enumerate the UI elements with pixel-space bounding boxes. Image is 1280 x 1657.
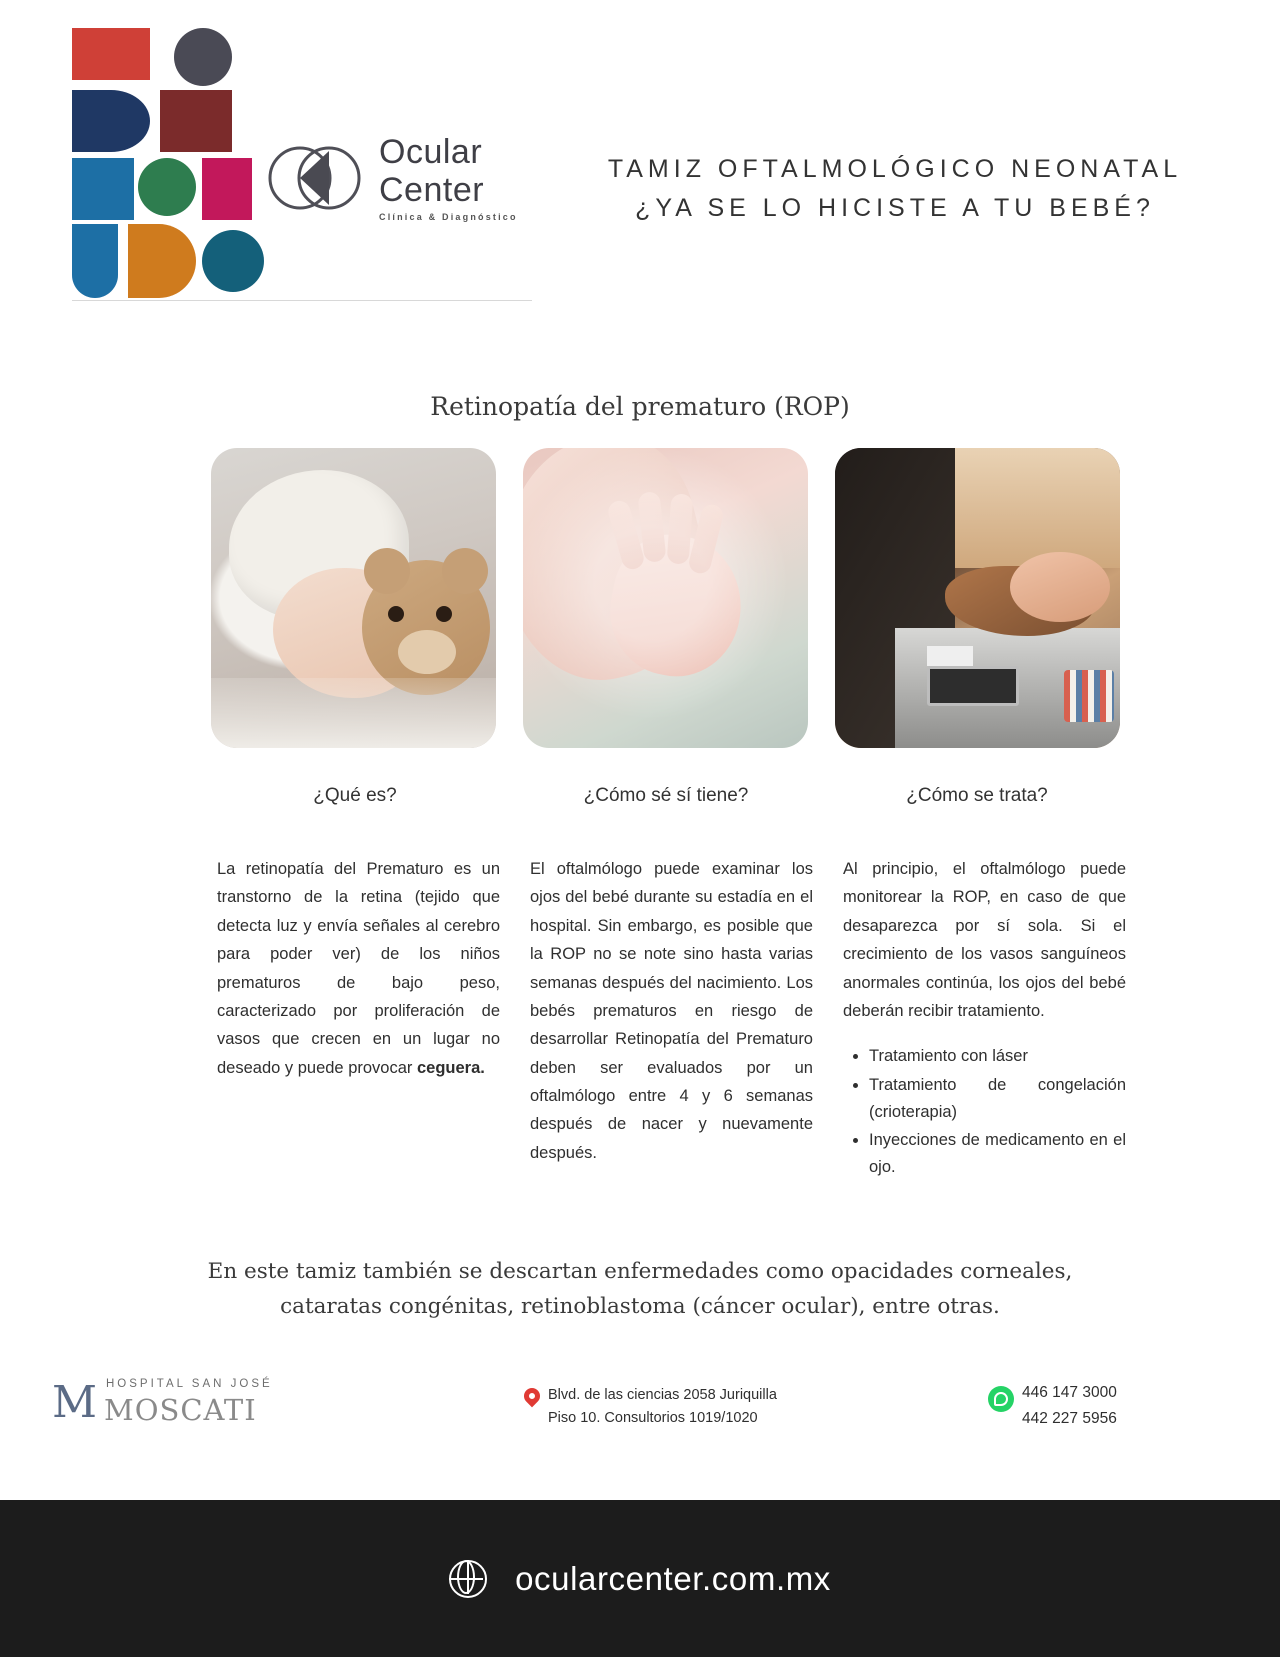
logo-shape-navy <box>72 90 150 152</box>
hospital-name-line2: MOSCATI <box>104 1393 257 1427</box>
bottom-bar <box>0 1500 1280 1657</box>
column-heading-como-se-si-tiene: ¿Cómo sé sí tiene? <box>583 785 749 806</box>
treatment-list <box>843 1043 1126 1181</box>
ocular-center-logo <box>267 133 532 238</box>
logo-name-line1: Ocular <box>379 133 483 171</box>
decor-premature-baby <box>1010 552 1110 622</box>
column-como-se-trata <box>843 855 1126 1183</box>
hospital-name-line1: HOSPITAL SAN JOSÉ <box>106 1378 273 1390</box>
brand-logo-block <box>72 28 532 303</box>
logo-circle-green <box>138 158 196 216</box>
list-item: • Tratamiento con láser <box>869 1043 1126 1070</box>
phone-number-1[interactable]: 446 147 3000 <box>1022 1384 1117 1401</box>
header <box>0 0 1280 340</box>
list-item: • Tratamiento de congelación (crioterapia) <box>869 1072 1126 1125</box>
decor-teddy-bear <box>362 560 490 695</box>
ocular-center-mark-icon <box>267 139 372 217</box>
column-2-text: El oftalmólogo puede examinar los ojos del bebé durante su estadía en el hospital. Sin embargo, es posible que la ROP no se note sino hasta varias semanas después del nacimiento. Los bebés prematuros en riesgo de desarrollar Retinopatía del Prematuro deben ser evaluados por un oftalmólogo entre 4 y 6 semanas después de nacer y nuevamente después. <box>530 860 813 1162</box>
closing-note: En este tamiz también se descartan enfermedades como opacidades corneales, cataratas congénitas, retinoblastoma (cáncer ocular), entre otras. <box>207 1259 1073 1319</box>
column-heading-como-se-trata: ¿Cómo se trata? <box>906 785 1048 806</box>
photo-premature-baby-incubator <box>835 448 1120 748</box>
phone-block <box>1022 1380 1117 1431</box>
ocular-center-wordmark <box>379 135 518 222</box>
logo-square-red <box>72 28 150 80</box>
footer-info <box>0 1368 1280 1458</box>
column-1-bold-text: ceguera. <box>416 1058 485 1077</box>
photo-row <box>211 448 1121 756</box>
column-1-text: La retinopatía del Prematuro es un transtorno de la retina (tejido que detecta luz y envía señales al cerebro para poder ver) de los niños prematuros de bajo peso, caracterizado por proliferación de vasos que crecen en un lugar no deseado y puede provocar <box>217 860 500 1077</box>
column-headings <box>211 785 1121 817</box>
hospital-monogram-icon: M <box>52 1377 98 1428</box>
phone-number-2[interactable]: 442 227 5956 <box>1022 1409 1117 1427</box>
logo-name-line2: Center <box>379 171 485 209</box>
column-3-text: Al principio, el oftalmólogo puede monitorear la ROP, en caso de que desaparezca por sí sola. Si el crecimiento de los vasos sanguíneos anormales continúa, los ojos del bebé deberán recibir tratamiento. <box>843 860 1126 1020</box>
address-line-2: Piso 10. Consultorios 1019/1020 <box>548 1410 758 1427</box>
logo-shape-blue <box>72 158 134 220</box>
whatsapp-icon[interactable] <box>988 1386 1014 1412</box>
hospital-moscati-logo <box>52 1376 312 1434</box>
logo-square-magenta <box>202 158 252 220</box>
website-url[interactable]: ocularcenter.com.mx <box>515 1559 831 1597</box>
logo-circle-darkslate <box>174 28 232 86</box>
location-pin-icon <box>524 1388 540 1410</box>
decor-incubator-display <box>927 666 1019 706</box>
logo-divider <box>72 300 532 301</box>
column-que-es <box>217 855 500 1082</box>
list-item: • Inyecciones de medicamento en el ojo. <box>869 1127 1126 1180</box>
decor-blanket <box>211 678 496 748</box>
logo-shape-orange <box>128 224 196 298</box>
photo-adult-hand-holding-baby-hand <box>523 448 808 748</box>
logo-color-grid <box>72 28 252 298</box>
column-heading-que-es: ¿Qué es? <box>313 785 397 806</box>
logo-shape-blue-2 <box>72 224 118 298</box>
logo-tagline: Clínica & Diagnóstico <box>379 212 518 222</box>
column-como-se-si-tiene <box>530 855 813 1167</box>
globe-icon <box>449 1560 487 1598</box>
address-block <box>548 1384 777 1430</box>
logo-circle-teal <box>202 230 264 292</box>
page-headline: TAMIZ OFTALMOLÓGICO NEONATAL ¿YA SE LO HICISTE A TU BEBÉ? <box>607 155 1183 222</box>
photo-newborn-with-teddy <box>211 448 496 748</box>
section-title: Retinopatía del prematuro (ROP) <box>430 392 850 421</box>
decor-window <box>955 448 1120 568</box>
address-line-1: Blvd. de las ciencias 2058 Juriquilla <box>548 1387 777 1403</box>
logo-square-maroon <box>160 90 232 152</box>
